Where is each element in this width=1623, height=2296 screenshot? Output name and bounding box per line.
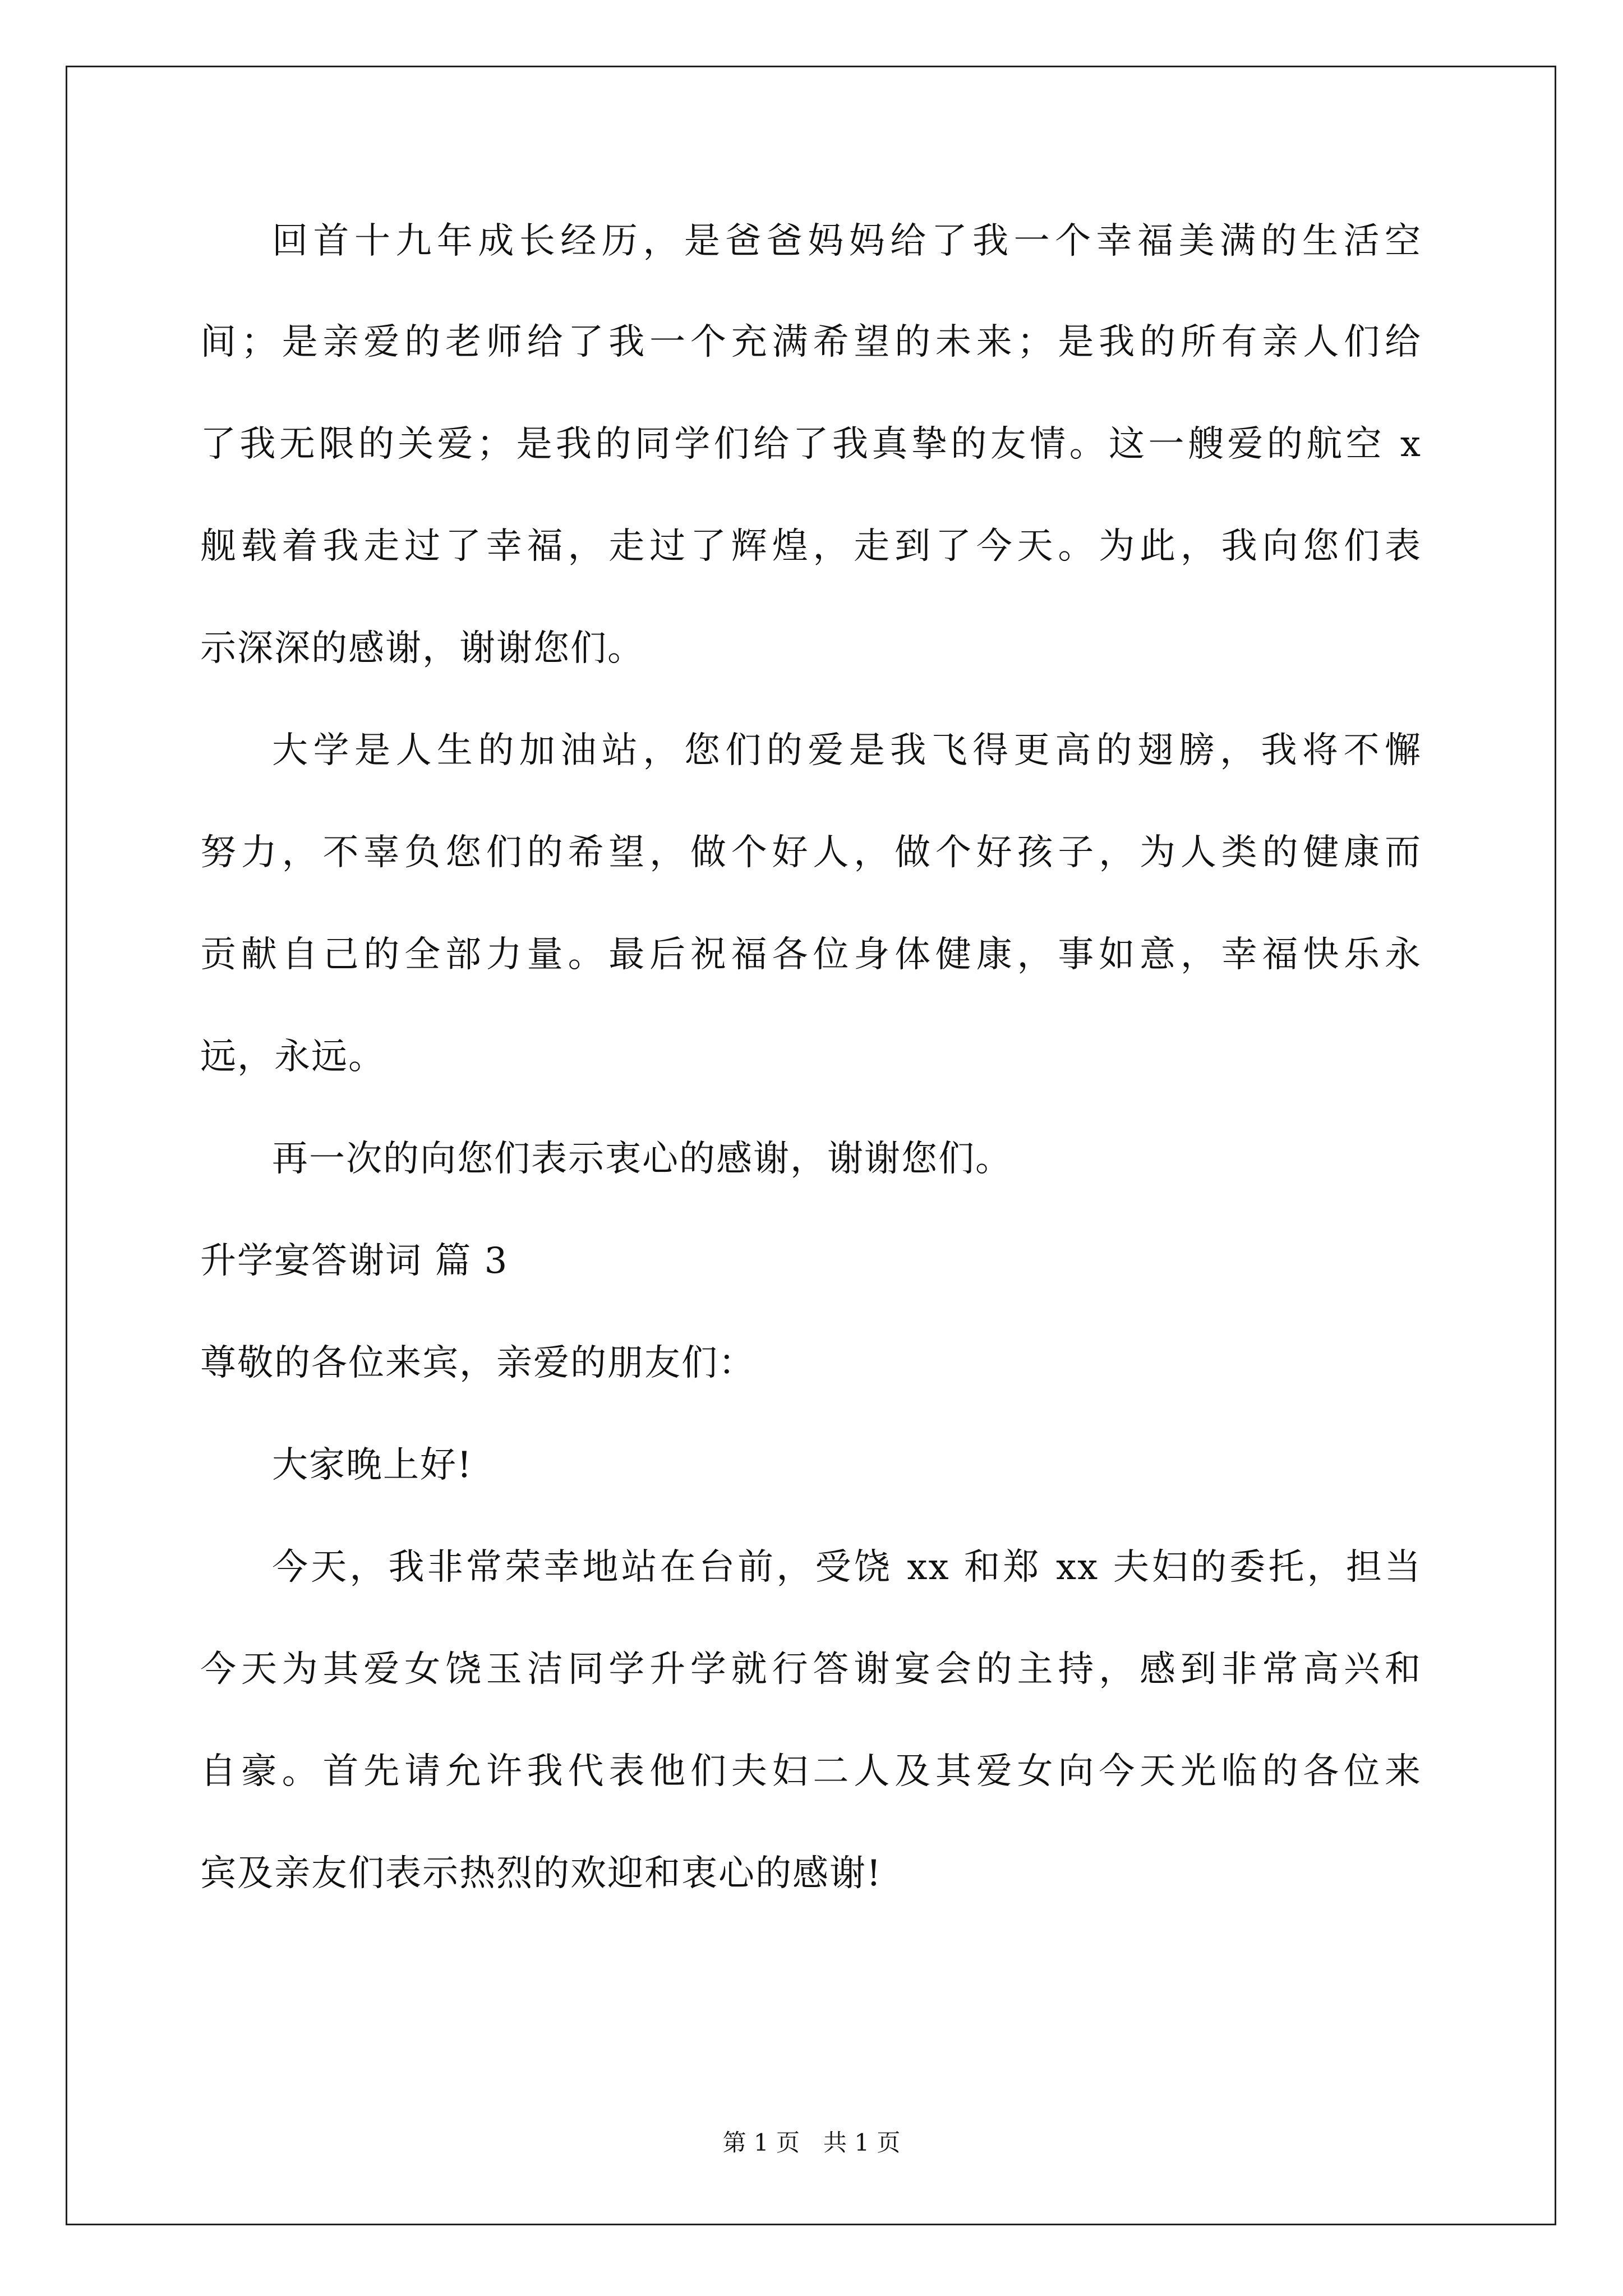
paragraph-1-line-4: 舰载着我走过了幸福，走过了辉煌，走到了今天。为此，我向您们表 bbox=[200, 526, 1422, 567]
paragraph-4-line-1: 今天，我非常荣幸地站在台前，受饶 xx 和郑 xx 夫妇的委托，担当 bbox=[272, 1547, 1422, 1588]
section-heading: 升学宴答谢词 篇 3 bbox=[200, 1240, 509, 1282]
paragraph-1-line-5: 示深深的感谢，谢谢您们。 bbox=[200, 628, 644, 669]
page-footer: 第 1 页 共 1 页 bbox=[722, 2129, 901, 2156]
paragraph-1-line-3: 了我无限的关爱；是我的同学们给了我真挚的友情。这一艘爱的航空 x bbox=[200, 424, 1422, 465]
paragraph-2-line-2: 努力，不辜负您们的希望，做个好人，做个好孩子，为人类的健康而 bbox=[200, 832, 1422, 873]
paragraph-3-line-1: 再一次的向您们表示衷心的感谢，谢谢您们。 bbox=[272, 1138, 1012, 1180]
greeting: 大家晚上好! bbox=[272, 1444, 473, 1486]
salutation: 尊敬的各位来宾，亲爱的朋友们： bbox=[200, 1342, 755, 1384]
paragraph-2-line-3: 贡献自己的全部力量。最后祝福各位身体健康，事如意，幸福快乐永 bbox=[200, 934, 1422, 976]
paragraph-4-line-4: 宾及亲友们表示热烈的欢迎和衷心的感谢! bbox=[200, 1853, 882, 1894]
paragraph-4-line-3: 自豪。首先请允许我代表他们夫妇二人及其爱女向今天光临的各位来 bbox=[200, 1751, 1422, 1792]
paragraph-2-line-4: 远，永远。 bbox=[200, 1036, 385, 1078]
paragraph-1-line-1: 回首十九年成长经历，是爸爸妈妈给了我一个幸福美满的生活空 bbox=[272, 220, 1422, 262]
paragraph-2-line-1: 大学是人生的加油站，您们的爱是我飞得更高的翅膀，我将不懈 bbox=[272, 730, 1422, 771]
paragraph-1-line-2: 间；是亲爱的老师给了我一个充满希望的未来；是我的所有亲人们给 bbox=[200, 321, 1422, 363]
paragraph-4-line-2: 今天为其爱女饶玉洁同学升学就行答谢宴会的主持，感到非常高兴和 bbox=[200, 1649, 1422, 1690]
